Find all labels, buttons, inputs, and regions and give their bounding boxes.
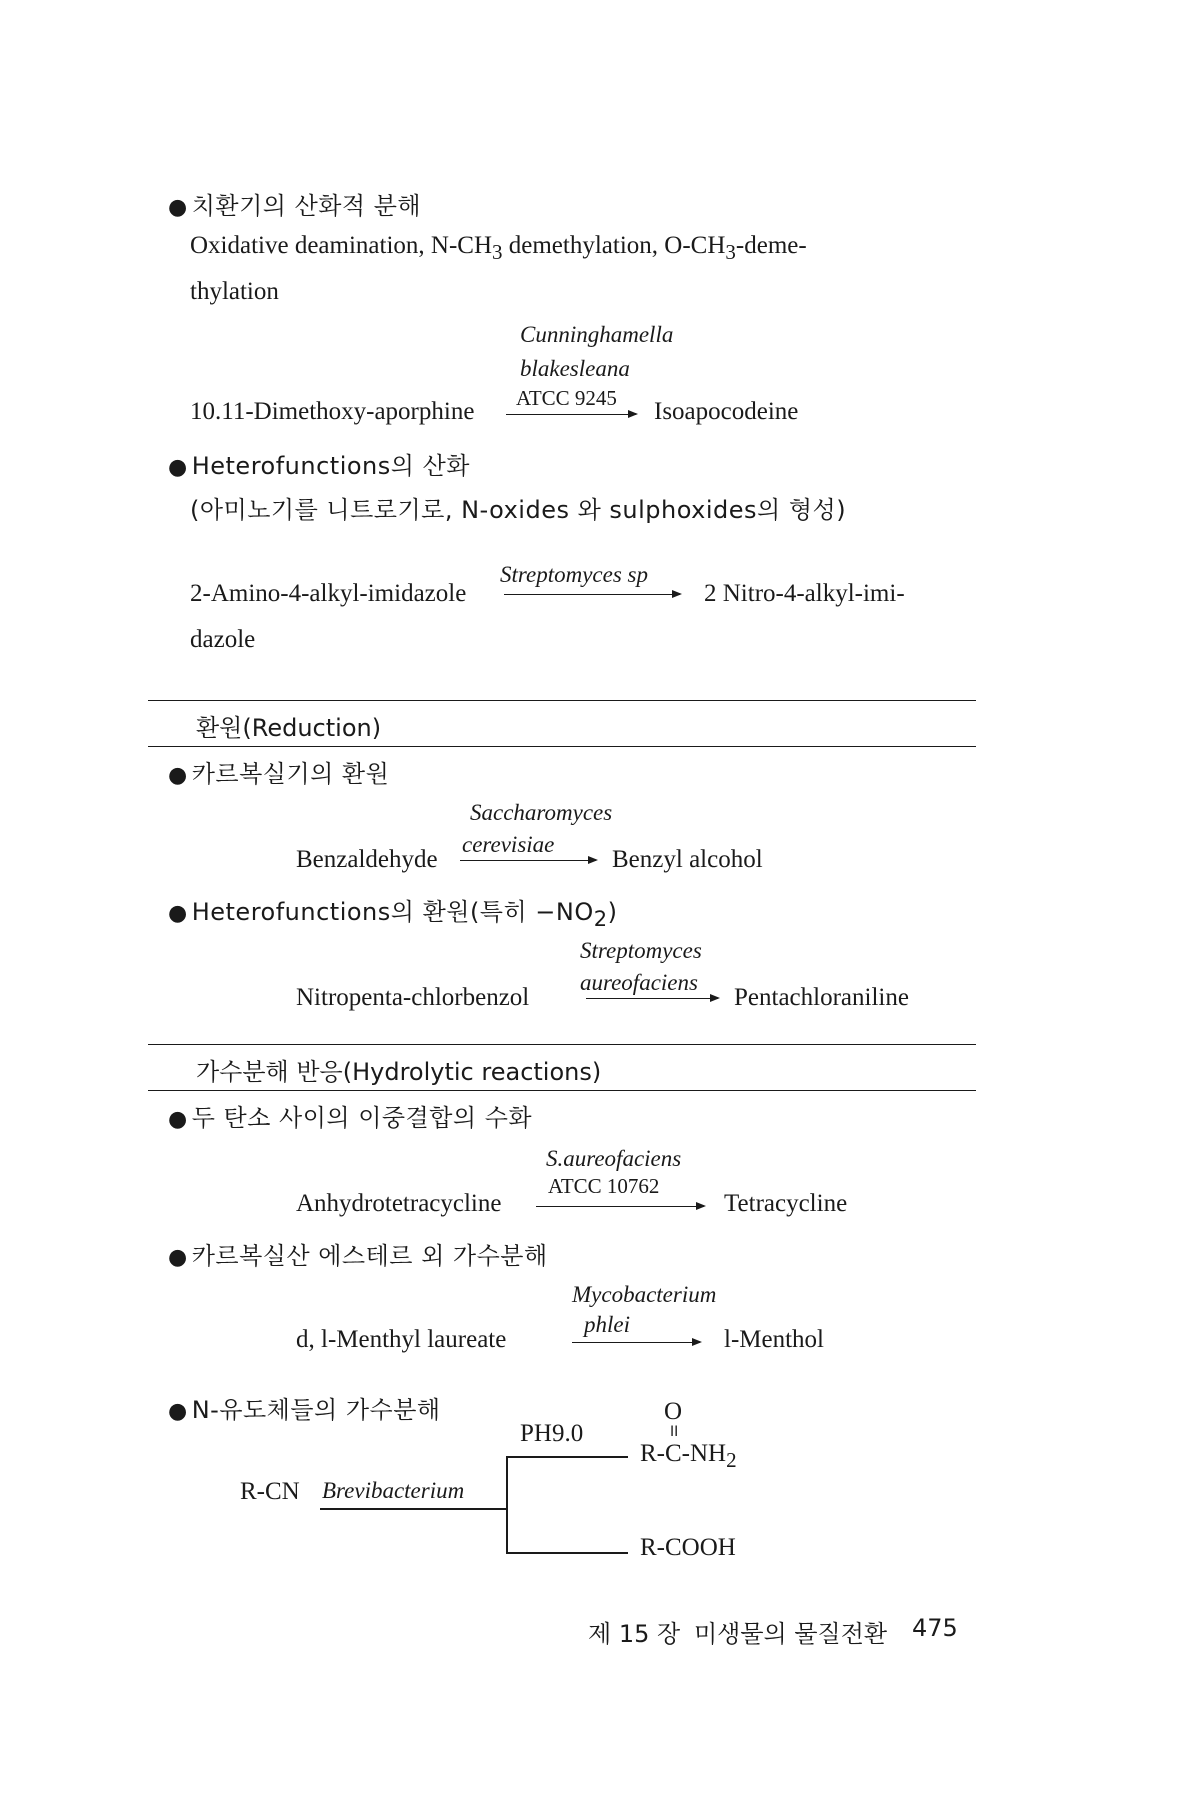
- bullet-n-derivative-hydrolysis: ● N-유도체들의 가수분해: [168, 1396, 441, 1424]
- organism-name: Mycobacterium: [572, 1282, 717, 1307]
- double-bond-mark: II: [670, 1424, 679, 1440]
- footer-chapter: 제 15 장: [588, 1620, 681, 1648]
- reaction-product-continued: dazole: [190, 626, 256, 653]
- substrate-underline: [320, 1508, 506, 1510]
- strain-label: ATCC 10762: [548, 1174, 660, 1198]
- reaction-product: Tetracycline: [724, 1190, 848, 1217]
- bullet-heterofunction-reduction: ● Heterofunctions의 환원(특히 $-NO_2$): [168, 898, 618, 931]
- bullet-oxidative-degradation: ● 치환기의 산화적 분해: [168, 192, 422, 220]
- bullet-ester-hydrolysis: ● 카르복실산 에스테르 외 가수분해: [168, 1242, 548, 1270]
- bullet-carboxyl-reduction: ● 카르복실기의 환원: [168, 760, 390, 788]
- branch-top-line: [506, 1456, 628, 1458]
- section-heading-hydrolysis: 가수분해 반응(Hydrolytic reactions): [196, 1058, 602, 1086]
- section-rule: [148, 746, 976, 747]
- bullet-icon: ●: [168, 1399, 188, 1424]
- reaction-arrow: [536, 1206, 704, 1207]
- bullet-icon: ●: [168, 1107, 188, 1132]
- organism-name: blakesleana: [520, 356, 630, 381]
- reaction-arrow: [504, 594, 680, 595]
- reaction-product: 2 Nitro-4-alkyl-imi-: [704, 580, 905, 607]
- section-heading-reduction: 환원(Reduction): [196, 714, 382, 742]
- reaction-substrate: R-CN: [240, 1478, 300, 1505]
- reaction-arrow: [586, 998, 718, 999]
- reaction-product: l-Menthol: [724, 1326, 824, 1353]
- reaction-substrate: 10.11-Dimethoxy-aporphine: [190, 398, 475, 425]
- organism-name: Saccharomyces: [470, 800, 613, 825]
- branch-vertical-line: [506, 1456, 508, 1552]
- organism-name: aureofaciens: [580, 970, 698, 995]
- bullet-icon: ●: [168, 901, 188, 926]
- ph-label: PH9.0: [520, 1420, 584, 1447]
- reaction-substrate: Nitropenta-chlorbenzol: [296, 984, 530, 1011]
- page-number: 475: [912, 1614, 958, 1642]
- organism-name: S.aureofaciens: [546, 1146, 682, 1171]
- branch-bottom-line: [506, 1552, 628, 1554]
- bullet-icon: ●: [168, 763, 188, 788]
- organism-name: Streptomyces sp: [500, 562, 648, 587]
- organism-name: cerevisiae: [462, 832, 555, 857]
- section-rule: [148, 1090, 976, 1091]
- oxidation-note: (아미노기를 니트로기로, N-oxides 와 sulphoxides의 형성): [190, 496, 847, 524]
- section-rule: [148, 1044, 976, 1045]
- carbonyl-oxygen: O: [664, 1398, 683, 1425]
- oxidation-description-line1: Oxidative deamination, $N-CH_3$ demethylation, $O-CH_3-deme-$: [190, 232, 807, 264]
- bullet-icon: ●: [168, 455, 188, 480]
- bullet-icon: ●: [168, 1245, 188, 1270]
- oxidation-description-line2: thylation: [190, 278, 279, 305]
- bullet-double-bond-hydration: ● 두 탄소 사이의 이중결합의 수화: [168, 1104, 533, 1132]
- reaction-product: Benzyl alcohol: [612, 846, 763, 873]
- strain-label: ATCC 9245: [516, 386, 617, 410]
- organism-name: phlei: [584, 1312, 630, 1337]
- reaction-product: Pentachloraniline: [734, 984, 909, 1011]
- organism-name: Streptomyces: [580, 938, 702, 963]
- footer-chapter-title: 미생물의 물질전환: [694, 1620, 888, 1648]
- reaction-substrate: 2-Amino-4-alkyl-imidazole: [190, 580, 467, 607]
- reaction-substrate: Anhydrotetracycline: [296, 1190, 502, 1217]
- organism-name: Brevibacterium: [322, 1478, 465, 1503]
- reaction-arrow: [506, 414, 636, 415]
- reaction-substrate: Benzaldehyde: [296, 846, 438, 873]
- reaction-substrate: d, l-Menthyl laureate: [296, 1326, 507, 1353]
- reaction-product-amide: $R-C-NH_2$: [640, 1440, 737, 1472]
- organism-name: Cunninghamella: [520, 322, 674, 347]
- reaction-product-acid: R-COOH: [640, 1534, 736, 1561]
- section-rule: [148, 700, 976, 701]
- reaction-arrow: [460, 860, 596, 861]
- reaction-product: Isoapocodeine: [654, 398, 799, 425]
- reaction-arrow: [572, 1342, 700, 1343]
- bullet-heterofunction-oxidation: ● Heterofunctions의 산화: [168, 452, 470, 480]
- bullet-icon: ●: [168, 195, 188, 220]
